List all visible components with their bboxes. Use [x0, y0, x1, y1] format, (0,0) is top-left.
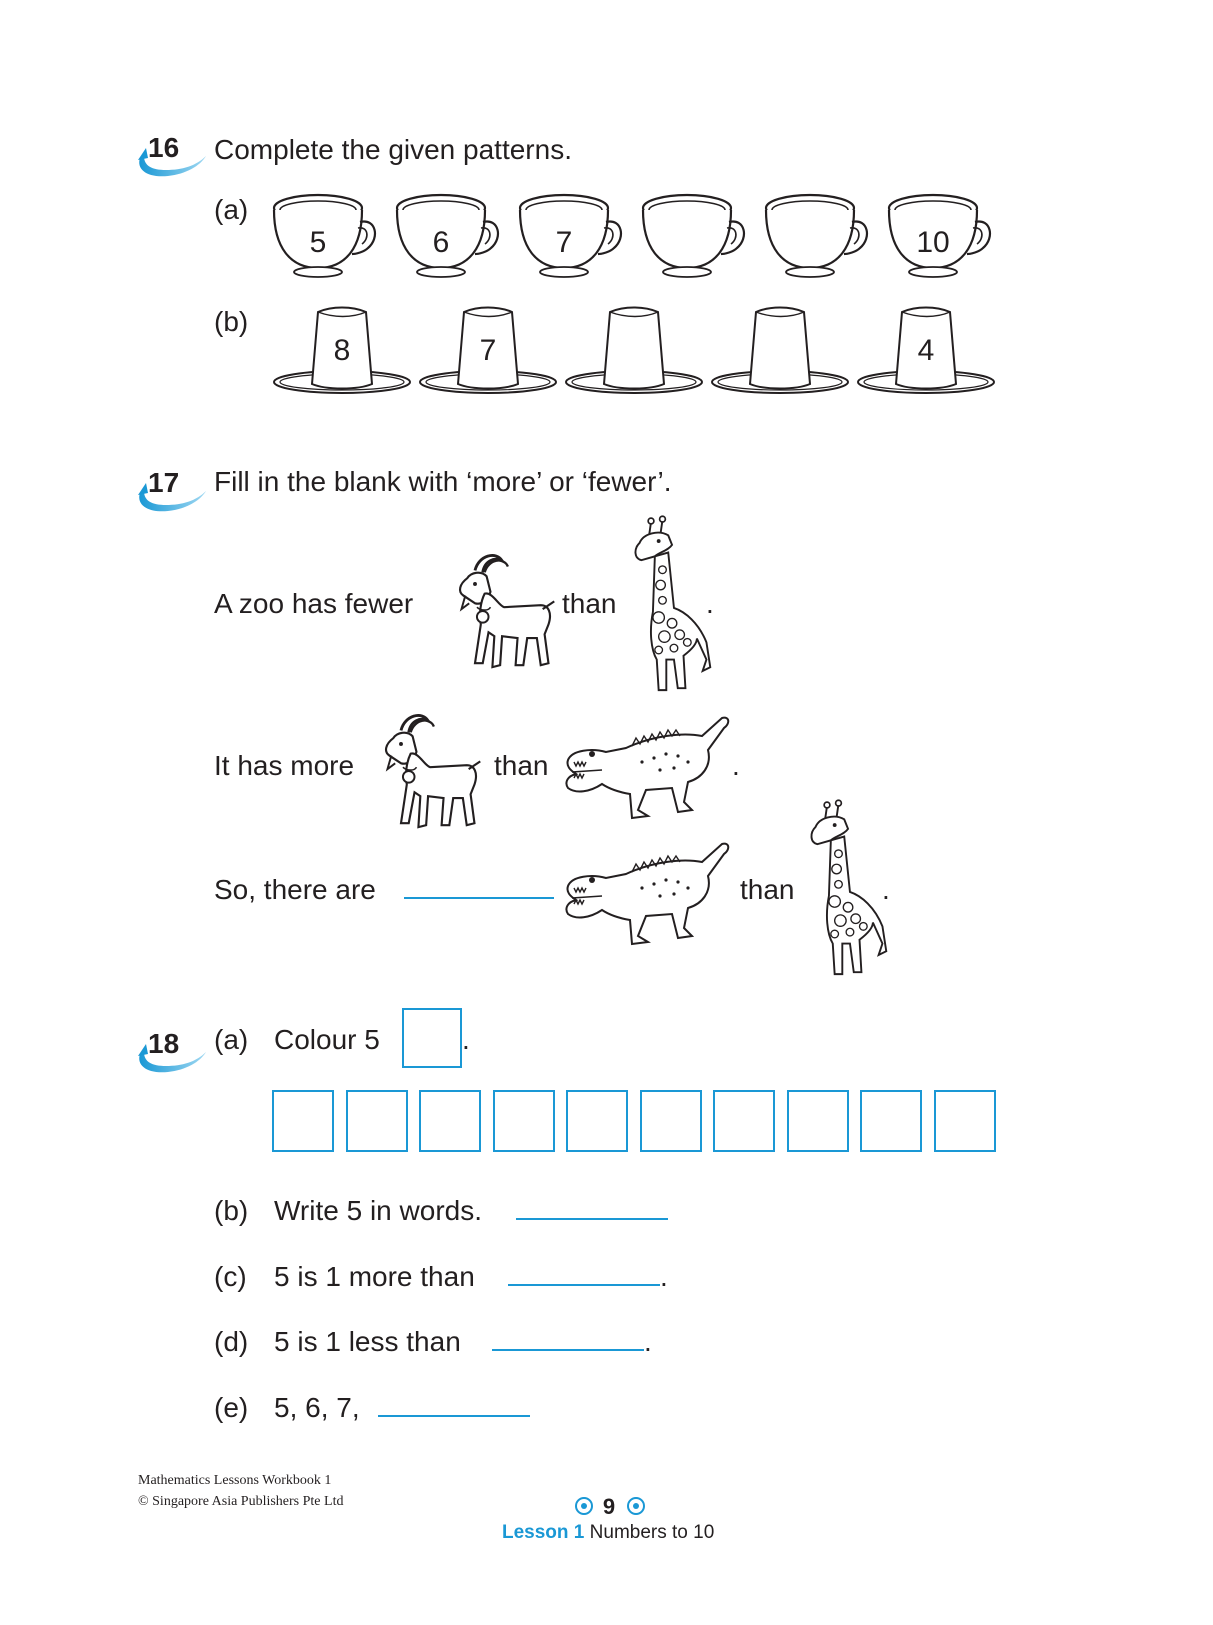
cup-number: 7 — [555, 226, 573, 259]
q18-c-answer-blank[interactable] — [508, 1284, 660, 1286]
goat-icon — [372, 708, 488, 836]
q18-e-label: (e) — [214, 1392, 249, 1423]
lesson-line — [502, 1522, 714, 1544]
colour-box[interactable] — [860, 1090, 922, 1152]
question-18-badge — [134, 1024, 212, 1076]
colour-box[interactable] — [566, 1090, 628, 1152]
q18-a-end: . — [462, 1024, 470, 1055]
goat-icon — [446, 548, 562, 676]
giraffe-icon — [806, 796, 892, 986]
lesson-title: Numbers to 10 — [589, 1522, 715, 1543]
colour-box[interactable] — [493, 1090, 555, 1152]
teacup-icon — [762, 192, 872, 282]
q16-part-b-label: (b) — [214, 306, 249, 337]
hat-number: 7 — [479, 334, 497, 367]
q18-d-end: . — [644, 1326, 652, 1357]
colour-sample-box — [402, 1008, 462, 1068]
footer-book-title: Mathematics Lessons Workbook 1 — [138, 1473, 332, 1488]
q17-instruction: Fill in the blank with ‘more’ or ‘fewer’. — [214, 466, 672, 497]
colour-box[interactable] — [346, 1090, 408, 1152]
q17-line2-than: than — [494, 750, 549, 781]
q17-line3-than: than — [740, 874, 795, 905]
q18-b-label: (b) — [214, 1195, 249, 1226]
q18-c-text: 5 is 1 more than — [274, 1261, 475, 1292]
target-icon — [574, 1496, 594, 1516]
q16-instruction: Complete the given patterns. — [214, 134, 572, 165]
crocodile-icon — [562, 838, 732, 948]
hat-number: 8 — [333, 334, 351, 367]
q17-line1-start: A zoo has fewer — [214, 588, 414, 619]
q17-line2-end: . — [732, 750, 740, 781]
colour-box[interactable] — [787, 1090, 849, 1152]
q18-a-text: Colour 5 — [274, 1024, 380, 1055]
footer-copyright: © Singapore Asia Publishers Pte Ltd — [138, 1494, 344, 1509]
q18-c-end: . — [660, 1261, 668, 1292]
question-17-badge — [134, 463, 212, 515]
colour-box[interactable] — [934, 1090, 996, 1152]
q18-d-text: 5 is 1 less than — [274, 1326, 461, 1357]
question-number: 18 — [148, 1028, 180, 1059]
crocodile-icon — [562, 712, 732, 822]
question-number: 17 — [148, 467, 180, 498]
target-icon — [626, 1496, 646, 1516]
q17-line3-end: . — [882, 874, 890, 905]
lesson-label: Lesson 1 — [502, 1522, 585, 1543]
question-16-badge — [134, 128, 212, 180]
colour-box[interactable] — [713, 1090, 775, 1152]
colour-box[interactable] — [419, 1090, 481, 1152]
colour-box[interactable] — [272, 1090, 334, 1152]
q18-e-text: 5, 6, 7, — [274, 1392, 360, 1423]
q18-c-label: (c) — [214, 1261, 247, 1292]
giraffe-icon — [630, 512, 716, 702]
q17-line3-start: So, there are — [214, 874, 376, 905]
q17-line1-than: than — [562, 588, 617, 619]
cup-number: 6 — [432, 226, 450, 259]
hat-icon — [710, 304, 850, 396]
hat-number: 4 — [917, 334, 935, 367]
question-number: 16 — [148, 132, 180, 163]
page-number: 9 — [602, 1494, 616, 1519]
hat-icon — [564, 304, 704, 396]
cup-number: 10 — [916, 226, 950, 259]
q18-d-answer-blank[interactable] — [492, 1349, 644, 1351]
q18-b-text: Write 5 in words. — [274, 1195, 482, 1226]
q18-d-label: (d) — [214, 1326, 249, 1357]
colour-box[interactable] — [640, 1090, 702, 1152]
q17-line2-start: It has more — [214, 750, 355, 781]
q18-e-answer-blank[interactable] — [378, 1415, 530, 1417]
cup-number: 5 — [309, 226, 327, 259]
q17-answer-blank[interactable] — [404, 897, 554, 899]
teacup-icon — [639, 192, 749, 282]
q16-part-a-label: (a) — [214, 194, 249, 225]
q17-line1-end: . — [706, 588, 714, 619]
q18-b-answer-blank[interactable] — [516, 1218, 668, 1220]
q18-a-label: (a) — [214, 1024, 249, 1055]
